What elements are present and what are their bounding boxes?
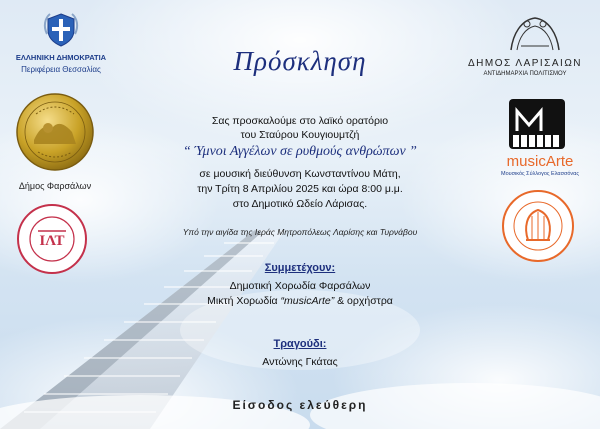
free-entry: Είσοδος ελεύθερη	[232, 398, 368, 412]
participant-1: Δημοτική Χορωδία Φαρσάλων	[229, 280, 371, 292]
larisa-municipality-logo-icon	[507, 10, 563, 54]
invitation-title: Πρόσκληση	[233, 46, 367, 76]
singer-heading: Τραγούδι:	[273, 338, 327, 350]
musicarte-tagline: Μουσικός Σύλλογος Ελασσόνας	[501, 171, 579, 177]
farsala-label: Δήμος Φαρσάλων	[18, 181, 92, 191]
musicarte-brand: musicArte	[506, 153, 574, 170]
participant-2-prefix: Μικτή Χορωδία	[207, 295, 281, 307]
participant-2-name: “musicArte”	[280, 295, 335, 307]
venue-line: στο Δημοτικό Ωδείο Λάρισας.	[232, 198, 368, 210]
larisa-conservatory-seal-icon	[500, 188, 576, 264]
region-label: Περιφέρεια Θεσσαλίας	[21, 65, 101, 74]
intro-line-1: Σας προσκαλούμε στο λαϊκό ορατόριο	[211, 115, 389, 127]
participants-heading: Συμμετέχουν:	[264, 262, 336, 274]
singer-name: Αντώνης Γκάτας	[262, 356, 338, 368]
republic-label: ΕΛΛΗΝΙΚΗ ΔΗΜΟΚΡΑΤΙΑ	[15, 53, 107, 62]
conductor-line: σε μουσική διεύθυνση Κωνσταντίνου Μάτη,	[199, 168, 401, 180]
metropolis-seal-icon	[16, 203, 88, 275]
greek-coat-of-arms-icon	[43, 10, 79, 48]
intro-line-2: του Σταύρου Κουγιουμτζή	[240, 129, 360, 141]
metropolis-monogram: ΙΛΤ	[39, 233, 65, 249]
participant-2-suffix: & ορχήστρα	[334, 295, 393, 307]
musicarte-piano-logo-icon	[507, 97, 567, 151]
culture-department-label: ΑΝΤΙΔΗΜΑΡΧΙΑ ΠΟΛΙΤΙΣΜΟΥ	[483, 71, 567, 77]
oratorio-title: “ Ύμνοι Αγγέλων σε ρυθμούς ανθρώπων ”	[183, 144, 417, 159]
participant-2	[120, 294, 480, 308]
date-time-line: την Τρίτη 8 Απριλίου 2025 και ώρα 8:00 μ.μ.	[197, 183, 403, 195]
larisa-municipality-label: ΔΗΜΟΣ ΛΑΡΙΣΑΙΩΝ	[467, 58, 583, 69]
farsala-coin-emblem-icon	[14, 92, 96, 172]
aegis-line: Υπό την αιγίδα της Ιεράς Μητροπόλεως Λαρίσης και Τυρνάβου	[182, 227, 418, 237]
